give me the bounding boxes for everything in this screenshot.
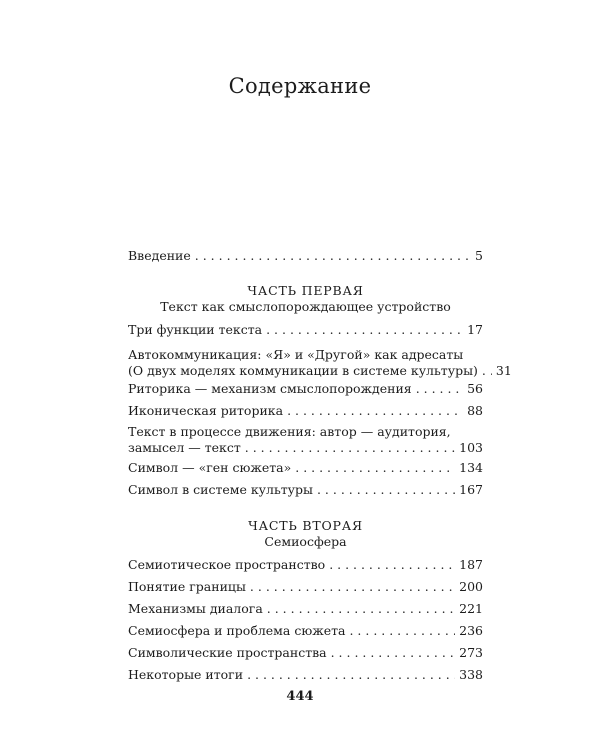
toc-page-number: 134 xyxy=(459,460,483,475)
part-subtitle: Текст как смыслопорождающее устройство xyxy=(160,299,451,314)
leader-dots xyxy=(331,645,456,661)
part-label: ЧАСТЬ ПЕРВАЯ xyxy=(247,283,364,298)
toc-entry[interactable] xyxy=(128,623,483,639)
toc-entry-label: Механизмы диалога xyxy=(128,601,263,616)
toc-entry-label: Иконическая риторика xyxy=(128,403,284,418)
toc-entry[interactable] xyxy=(128,322,483,338)
toc-entry[interactable] xyxy=(128,381,483,397)
toc-entry[interactable] xyxy=(128,482,483,498)
toc-entry-label: Символические пространства xyxy=(128,645,327,660)
toc-entry-label: Символ — «ген сюжета» xyxy=(128,460,292,475)
leader-dots xyxy=(295,460,455,476)
toc-page-number: 338 xyxy=(459,667,483,682)
toc-entry-label: Семиосфера и проблема сюжета xyxy=(128,623,346,638)
part-one-heading xyxy=(128,283,483,315)
toc-entry-label: Понятие границы xyxy=(128,579,246,594)
toc-entry-label: Символ в системе культуры xyxy=(128,482,313,497)
toc-entry[interactable] xyxy=(128,460,483,476)
part-label: ЧАСТЬ ВТОРАЯ xyxy=(248,518,363,533)
leader-dots xyxy=(250,579,455,595)
toc-entry[interactable] xyxy=(128,601,483,617)
leader-dots xyxy=(245,440,455,456)
leader-dots xyxy=(195,248,471,264)
toc-entry-intro[interactable] xyxy=(128,248,483,264)
toc-page-number: 273 xyxy=(459,645,483,660)
toc-page-number: 17 xyxy=(467,322,483,337)
toc-entry-label: Текст в процессе движения: автор — аудитория, xyxy=(128,424,451,439)
toc-page-number: 200 xyxy=(459,579,483,594)
toc-entry-label-continued: (О двух моделях коммуникации в системе культуры) xyxy=(128,363,478,378)
part-two-heading xyxy=(128,518,483,550)
toc-entry-label: Риторика — механизм смыслопорождения xyxy=(128,381,412,396)
page-number: 444 xyxy=(286,689,314,704)
toc-entry[interactable] xyxy=(128,557,483,573)
leader-dots xyxy=(267,601,455,617)
toc-entry[interactable] xyxy=(128,579,483,595)
toc-page-number: 103 xyxy=(459,440,483,455)
toc-entry[interactable] xyxy=(128,667,483,683)
leader-dots xyxy=(482,363,492,379)
toc-entry-label: Автокоммуникация: «Я» и «Другой» как адресаты xyxy=(128,347,464,362)
toc-page-number: 56 xyxy=(467,381,483,396)
leader-dots xyxy=(287,403,463,419)
leader-dots xyxy=(416,381,463,397)
leader-dots xyxy=(329,557,455,573)
leader-dots xyxy=(317,482,455,498)
toc-entry-label: Три функции текста xyxy=(128,322,263,337)
toc-page-number: 236 xyxy=(459,623,483,638)
toc-page-number: 31 xyxy=(495,363,512,378)
toc-entry-label: Введение xyxy=(128,248,191,263)
part-subtitle: Семиосфера xyxy=(264,534,347,549)
toc-entry-label-continued: замысел — текст xyxy=(128,440,241,455)
toc-entry[interactable] xyxy=(128,645,483,661)
toc-page-number: 221 xyxy=(459,601,483,616)
toc-page-number: 5 xyxy=(475,248,483,263)
page-title: Содержание xyxy=(228,74,372,98)
leader-dots xyxy=(349,623,455,639)
toc-page-number: 187 xyxy=(459,557,483,572)
leader-dots xyxy=(247,667,455,683)
toc-entry[interactable] xyxy=(128,347,512,379)
toc-entry[interactable] xyxy=(128,403,483,419)
leader-dots xyxy=(266,322,463,338)
toc-entry-label: Семиотическое пространство xyxy=(128,557,326,572)
toc-page-number: 88 xyxy=(467,403,483,418)
toc-entry-label: Некоторые итоги xyxy=(128,667,244,682)
toc-entry[interactable] xyxy=(128,424,483,456)
toc-page-number: 167 xyxy=(459,482,483,497)
